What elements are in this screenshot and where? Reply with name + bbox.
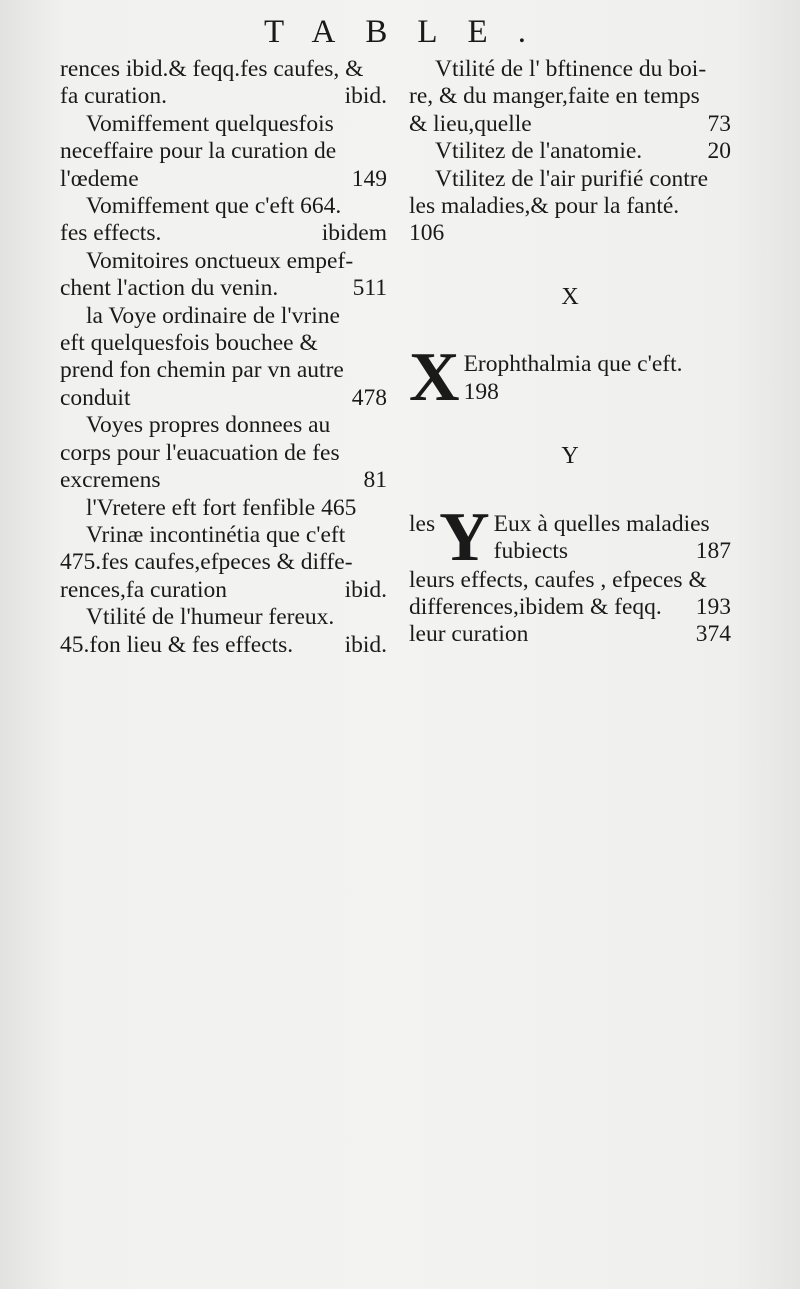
section-heading-y: Y [561,443,579,470]
entry-text: Vtilité de l'humeur fereux. [86,604,335,631]
entry-prefix: les [409,510,436,537]
index-entry [60,248,387,303]
entry-text: les maladies,& pour la fanté. [409,193,680,220]
entry-page: 73 [707,110,731,137]
index-entry [60,193,387,248]
entry-line [409,193,731,220]
entry-line [409,166,731,193]
entry-text: Erophthalmia que c'eft. [463,351,683,378]
entry-line [60,83,387,110]
entry-text: fubiects [493,538,569,565]
entry-yeux [409,498,731,576]
entry-text: eft quelquesfois bouchee & [60,330,318,357]
entry-text: re, & du manger,faite en temps [409,83,700,110]
entry-page: 149 [351,165,387,192]
entry-line [60,549,387,576]
entry-line [464,379,731,406]
entry-line [60,303,387,330]
entry-line [494,511,731,538]
entry-text: Vtilitez de l'anatomie. [435,138,643,165]
entry-text: leurs effects, caufes , efpeces & [409,566,707,593]
entry-text: fa curation. [60,83,168,110]
entry-line [60,330,387,357]
drop-cap-x: X [409,339,460,417]
entry-text: l'Vretere eft fort fenfible 465 [86,494,357,521]
index-entry [409,138,731,165]
entry-page: 187 [695,538,731,565]
entry-page: 374 [695,621,731,648]
index-entry [409,56,731,138]
entry-text: leur curation [409,621,529,648]
entry-line [60,275,387,302]
entry-line [409,138,731,165]
entry-line [60,56,387,83]
entry-text: la Voye ordinaire de l'vrine [86,302,340,329]
entry-line [60,193,387,220]
entry-page: 511 [352,275,387,302]
entry-text: Vtilitez de l'air purifié contre [435,165,709,192]
index-entry [60,412,387,494]
entry-line [464,351,731,378]
entry-line [409,567,731,594]
entry-text: & lieu,quelle [409,110,532,137]
entry-page: 198 [463,378,499,405]
index-entry [60,604,387,659]
entry-text: neceffaire pour la curation de [60,138,337,165]
entry-text: fes effects. [60,220,162,247]
entry-text: 475.fes caufes,efpeces & diffe- [60,549,353,576]
entry-text: conduit [60,384,131,411]
entry-text: prend fon chemin par vn autre [60,357,344,384]
section-heading-x: X [561,283,579,310]
entry-line [60,111,387,138]
entry-text: corps pour l'euacuation de fes [60,439,340,466]
entry-line [409,56,731,83]
right-v-entries [409,56,731,248]
entry-line [60,467,387,494]
entry-text: rences,fa curation [60,576,228,603]
entry-line [60,385,387,412]
entry-line [60,577,387,604]
entry-text: Vomiffement que c'eft 664. [86,193,342,220]
index-entry [60,56,387,111]
entry-line [409,594,731,621]
entry-line [60,357,387,384]
drop-cap-y: Y [439,498,490,576]
entry-text: Vomitoires onctueux empef- [86,247,354,274]
entry-text: differences,ibidem & feqq. [409,594,662,621]
entry-line [409,220,731,247]
entry-page: 81 [363,467,387,494]
entry-line [60,412,387,439]
index-entry [60,495,387,522]
entry-text: chent l'action du venin. [60,275,279,302]
entry-text: Voyes propres donnees au [86,412,331,439]
entry-line [409,621,731,648]
entry-text: 106 [409,220,445,247]
entry-text: l'œdeme [60,165,139,192]
entry-text: Eux à quelles maladies [493,510,710,537]
index-entry [60,522,387,604]
entry-page: 20 [707,138,731,165]
entry-line [409,83,731,110]
entry-text: rences ibid.& feqq.fes caufes, & [60,56,364,82]
entry-page: ibid. [344,83,387,110]
page-header: TABLE. [264,14,556,50]
entry-text: Vrinæ incontinétia que c'eft [86,521,346,548]
entry-line [60,220,387,247]
entry-line [60,495,387,522]
left-column [60,56,387,659]
entry-xerophthalmia [409,339,731,417]
entry-page: 193 [695,594,731,621]
entry-line [60,248,387,275]
entry-page: ibid. [344,576,387,603]
entry-line [60,632,387,659]
entry-page: ibid. [344,631,387,658]
entry-line [409,111,731,138]
entry-page: 478 [351,384,387,411]
index-entry [409,166,731,248]
entry-line [494,538,731,565]
index-entry [60,111,387,193]
entry-page: ibidem [321,220,387,247]
entry-line [60,604,387,631]
entry-text: Vomiffement quelquesfois [86,110,334,137]
entry-line [60,440,387,467]
right-column [409,56,731,649]
entry-text: excremens [60,467,161,494]
entry-line [60,166,387,193]
right-y-entries [409,567,731,649]
entry-text: Vtilité de l' bftinence du boi- [435,56,707,82]
entry-line [60,522,387,549]
entry-line [60,138,387,165]
entry-text: 45.fon lieu & fes effects. [60,631,294,658]
index-entry [60,303,387,413]
